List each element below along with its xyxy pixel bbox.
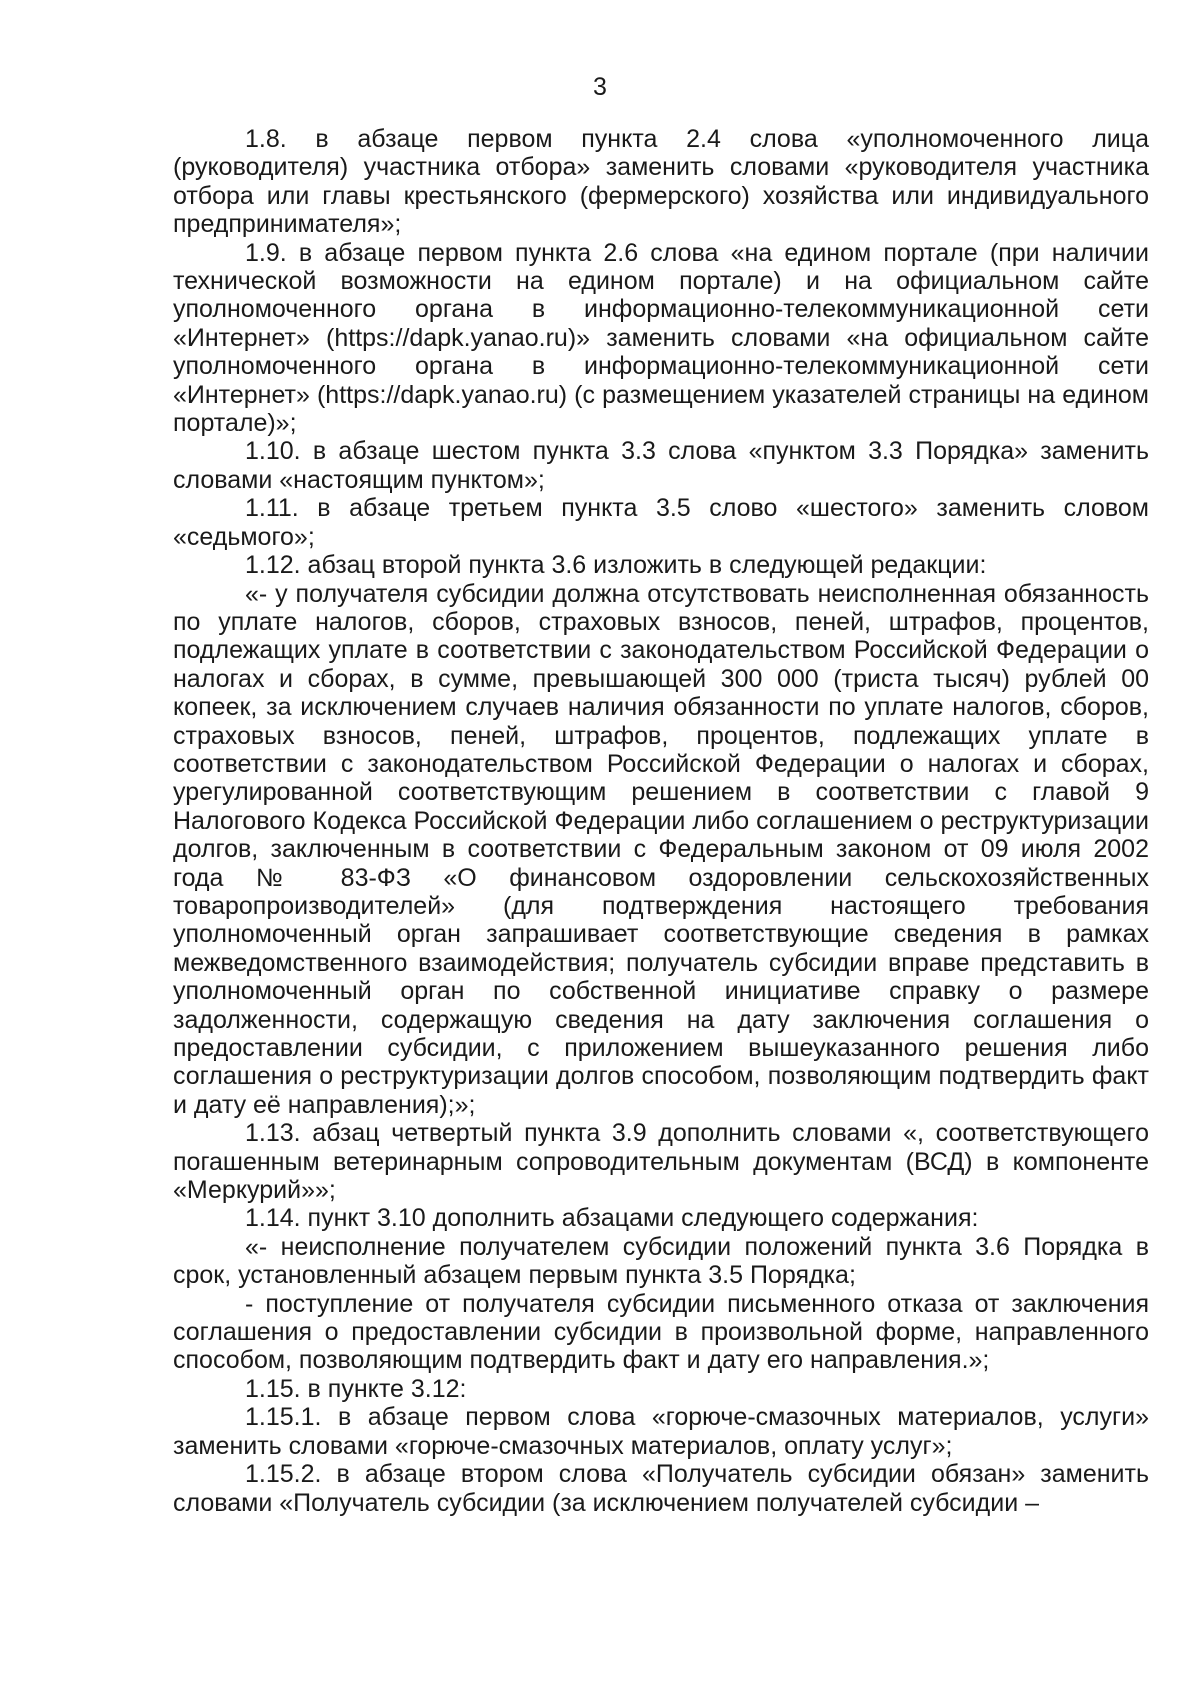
page-number: 3 (593, 73, 607, 101)
paragraph-1-11: 1.11. в абзаце третьем пункта 3.5 слово «шестого» заменить словом «седьмого»; (173, 494, 1149, 551)
paragraph-1-13: 1.13. абзац четвертый пункта 3.9 дополнить словами «, соответствующего погашенным ветеринарным сопроводительным документам (ВСД) в компоненте «Меркурий»»; (173, 1119, 1149, 1205)
paragraph-1-15: 1.15. в пункте 3.12: (245, 1374, 467, 1403)
paragraph-1-9: 1.9. в абзаце первом пункта 2.6 слова «на едином портале (при наличии технической возможности на едином портале) и на официальном сайте уполномоченного органа в информационно-телекоммуникационной сети «Интернет» (https://dapk.yanao.ru)» заменить словами «на официальном сайте уполномоченного органа в информационно-телекоммуникационной сети «Интернет» (https://dapk.yanao.ru) (с размещением указателей страницы на едином портале)»; (173, 238, 1149, 438)
paragraph-1-8: 1.8. в абзаце первом пункта 2.4 слова «уполномоченного лица (руководителя) участника отбора» заменить словами «руководителя участника отбора или главы крестьянского (фермерского) хозяйства или индивидуального предпринимателя»; (173, 125, 1149, 239)
paragraph-1-12: 1.12. абзац второй пункта 3.6 изложить в следующей редакции: (245, 551, 987, 580)
paragraph-1-14: 1.14. пункт 3.10 дополнить абзацами следующего содержания: (245, 1204, 979, 1233)
paragraph-1-14-item-2: - поступление от получателя субсидии письменного отказа от заключения соглашения о предоставлении субсидии в произвольной форме, направленного способом, позволяющим подтвердить факт и дату его направления.»; (173, 1289, 1149, 1375)
paragraph-1-14-item-1: «- неисполнение получателем субсидии положений пункта 3.6 Порядка в срок, установленный абзацем первым пункта 3.5 Порядка; (173, 1232, 1149, 1290)
paragraph-1-15-1: 1.15.1. в абзаце первом слова «горюче-смазочных материалов, услуги» заменить словами «горюче-смазочных материалов, оплату услуг»; (173, 1403, 1149, 1460)
paragraph-1-15-2: 1.15.2. в абзаце втором слова «Получатель субсидии обязан» заменить словами «Получатель субсидии (за исключением получателей субсидии – (173, 1460, 1149, 1517)
paragraph-1-10: 1.10. в абзаце шестом пункта 3.3 слова «пунктом 3.3 Порядка» заменить словами «настоящим пунктом»; (173, 437, 1149, 494)
document-body (173, 125, 1149, 1517)
paragraph-1-12-text: «- у получателя субсидии должна отсутствовать неисполненная обязанность по уплате налогов, сборов, страховых взносов, пеней, штрафов, процентов, подлежащих уплате в соответствии с законодательством Российской Федерации о налогах и сборах, в сумме, превышающей 300 000 (триста тысяч) рублей 00 копеек, за исключением случаев наличия обязанности по уплате налогов, сборов, страховых взносов, пеней, штрафов, процентов, подлежащих уплате в соответствии с законодательством Российской Федерации о налогах и сборах, урегулированной соответствующим решением в соответствии с главой 9 Налогового Кодекса Российской Федерации либо соглашением о реструктуризации долгов, заключенным в соответствии с Федеральным законом от 09 июля 2002 года № 83-ФЗ «О финансовом оздоровлении сельскохозяйственных товаропроизводителей» (для подтверждения настоящего требования уполномоченный орган запрашивает соответствующие сведения в рамках межведомственного взаимодействия; получатель субсидии вправе представить в уполномоченный орган по собственной инициативе справку о размере задолженности, содержащую сведения на дату заключения соглашения о предоставлении субсидии, с приложением вышеуказанного решения либо соглашения о реструктуризации долгов способом, позволяющим подтвердить факт и дату её направления);»; (173, 579, 1149, 1119)
